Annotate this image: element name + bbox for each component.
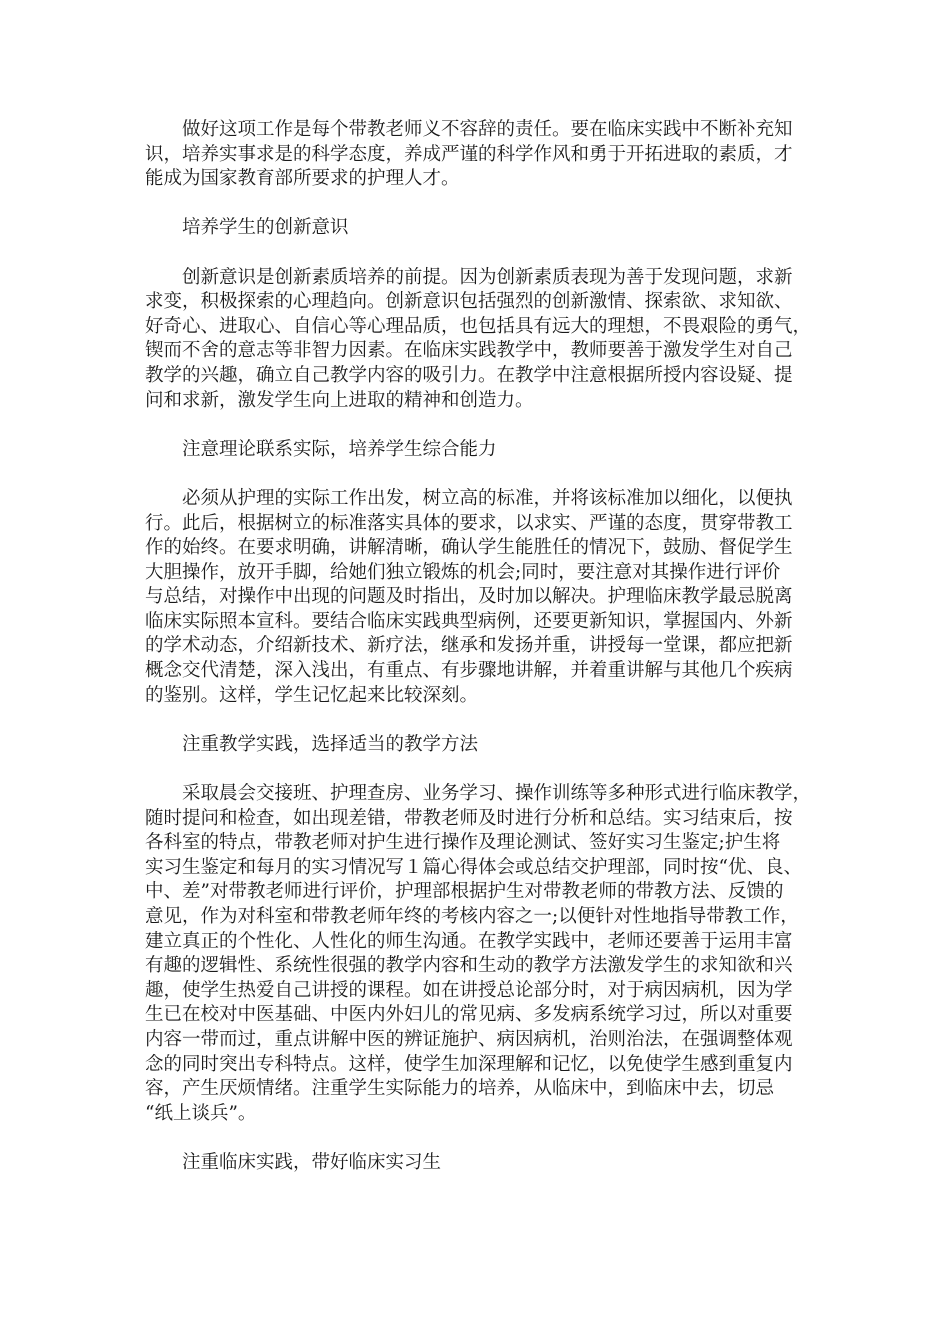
- paragraph-gap: [145, 462, 817, 487]
- paragraph-gap: [145, 708, 817, 733]
- text-line: 教学的兴趣，确立自己教学内容的吸引力。在教学中注意根据所授内容设疑、提: [145, 364, 793, 386]
- text-line: 概念交代清楚，深入浅出，有重点、有步骤地讲解，并着重讲解与其他几个疾病: [145, 660, 793, 682]
- paragraph-gap: [145, 757, 817, 782]
- text-line: 容，产生厌烦情绪。注重学生实际能力的培养，从临床中，到临床中去，切忌: [145, 1078, 775, 1100]
- text-line: 实习生鉴定和每月的实习情况写１篇心得体会或总结交护理部，同时按“优、良、: [145, 856, 802, 878]
- text-line: 随时提问和检查，如出现差错，带教老师及时进行分析和总结。实习结束后，按: [145, 807, 793, 829]
- text-line: 念的同时突出专科特点。这样，使学生加深理解和记忆，以免使学生感到重复内: [145, 1053, 793, 1075]
- text-line: 求变，积极探索的心理趋向。创新意识包括强烈的创新激情、探索欲、求知欲、: [145, 291, 793, 313]
- text-line: 创新意识是创新素质培养的前提。因为创新素质表现为善于发现问题，求新: [182, 266, 793, 288]
- text-line: 能成为国家教育部所要求的护理人才。: [145, 168, 460, 190]
- paragraph: [145, 266, 817, 414]
- text-line: 生已在校对中医基础、中医内外妇儿的常见病、多发病系统学习过，所以对重要: [145, 1004, 793, 1026]
- section-heading: 培养学生的创新意识: [182, 217, 349, 239]
- text-line: 识，培养实事求是的科学态度，养成严谨的科学作风和勇于开拓进取的素质，才: [145, 143, 793, 165]
- paragraph-gap: [145, 241, 817, 266]
- text-line: 做好这项工作是每个带教老师义不容辞的责任。要在临床实践中不断补充知: [182, 119, 793, 140]
- text-line: 采取晨会交接班、护理查房、业务学习、操作训练等多种形式进行临床教学，: [182, 783, 812, 805]
- text-line: 必须从护理的实际工作出发，树立高的标准，并将该标准加以细化，以便执: [182, 487, 793, 509]
- text-line: 临床实际照本宣科。要结合临床实践典型病例，还要更新知识，掌握国内、外新: [145, 610, 793, 632]
- text-line: 问和求新，激发学生向上进取的精神和创造力。: [145, 389, 534, 411]
- text-line: 有趣的逻辑性、系统性很强的教学内容和生动的教学方法激发学生的求知欲和兴: [145, 955, 793, 977]
- paragraph: [145, 782, 817, 1126]
- section-heading: 注重临床实践，带好临床实习生: [182, 1151, 442, 1173]
- paragraph-gap: [145, 413, 817, 438]
- text-line: 内容一带而过，重点讲解中医的辨证施护、病因病机，治则治法，在强调整体观: [145, 1028, 793, 1050]
- text-line: 各科室的特点，带教老师对护生进行操作及理论测试、签好实习生鉴定;护生将: [145, 832, 781, 854]
- text-line: 的鉴别。这样，学生记忆起来比较深刻。: [145, 684, 479, 706]
- document-page: [145, 118, 817, 1176]
- paragraph: [145, 118, 817, 192]
- section-heading: 注重教学实践，选择适当的教学方法: [182, 733, 479, 755]
- text-line: 意见，作为对科室和带教老师年终的考核内容之一;以便针对性地指导带教工作，: [145, 906, 799, 927]
- paragraph: [145, 487, 817, 708]
- text-line: 好奇心、进取心、自信心等心理品质，也包括具有远大的理想，不畏艰险的勇气，: [145, 315, 812, 337]
- text-line: 的学术动态，介绍新技术、新疗法，继承和发扬并重，讲授每一堂课，都应把新: [145, 635, 793, 657]
- text-line: 作的始终。在要求明确，讲解清晰，确认学生能胜任的情况下，鼓励、督促学生: [145, 537, 793, 559]
- text-line: “纸上谈兵”。: [145, 1102, 257, 1124]
- paragraph-gap: [145, 192, 817, 217]
- text-line: 趣，使学生热爱自己讲授的课程。如在讲授总论部分时，对于病因病机，因为学: [145, 979, 793, 1001]
- section-heading: 注意理论联系实际，培养学生综合能力: [182, 438, 497, 460]
- text-line: 行。此后，根据树立的标准落实具体的要求，以求实、严谨的态度，贯穿带教工: [145, 512, 793, 534]
- text-line: 与总结，对操作中出现的问题及时指出，及时加以解决。护理临床教学最忌脱离: [145, 586, 793, 608]
- text-line: 中、差”对带教老师进行评价，护理部根据护生对带教老师的带教方法、反馈的: [145, 881, 784, 903]
- paragraph-gap: [145, 1126, 817, 1151]
- text-line: 建立真正的个性化、人性化的师生沟通。在教学实践中，老师还要善于运用丰富: [145, 930, 793, 952]
- text-line: 锲而不舍的意志等非智力因素。在临床实践教学中，教师要善于激发学生对自己: [145, 340, 793, 362]
- text-line: 大胆操作，放开手脚，给她们独立锻炼的机会;同时，要注意对其操作进行评价: [145, 561, 781, 583]
